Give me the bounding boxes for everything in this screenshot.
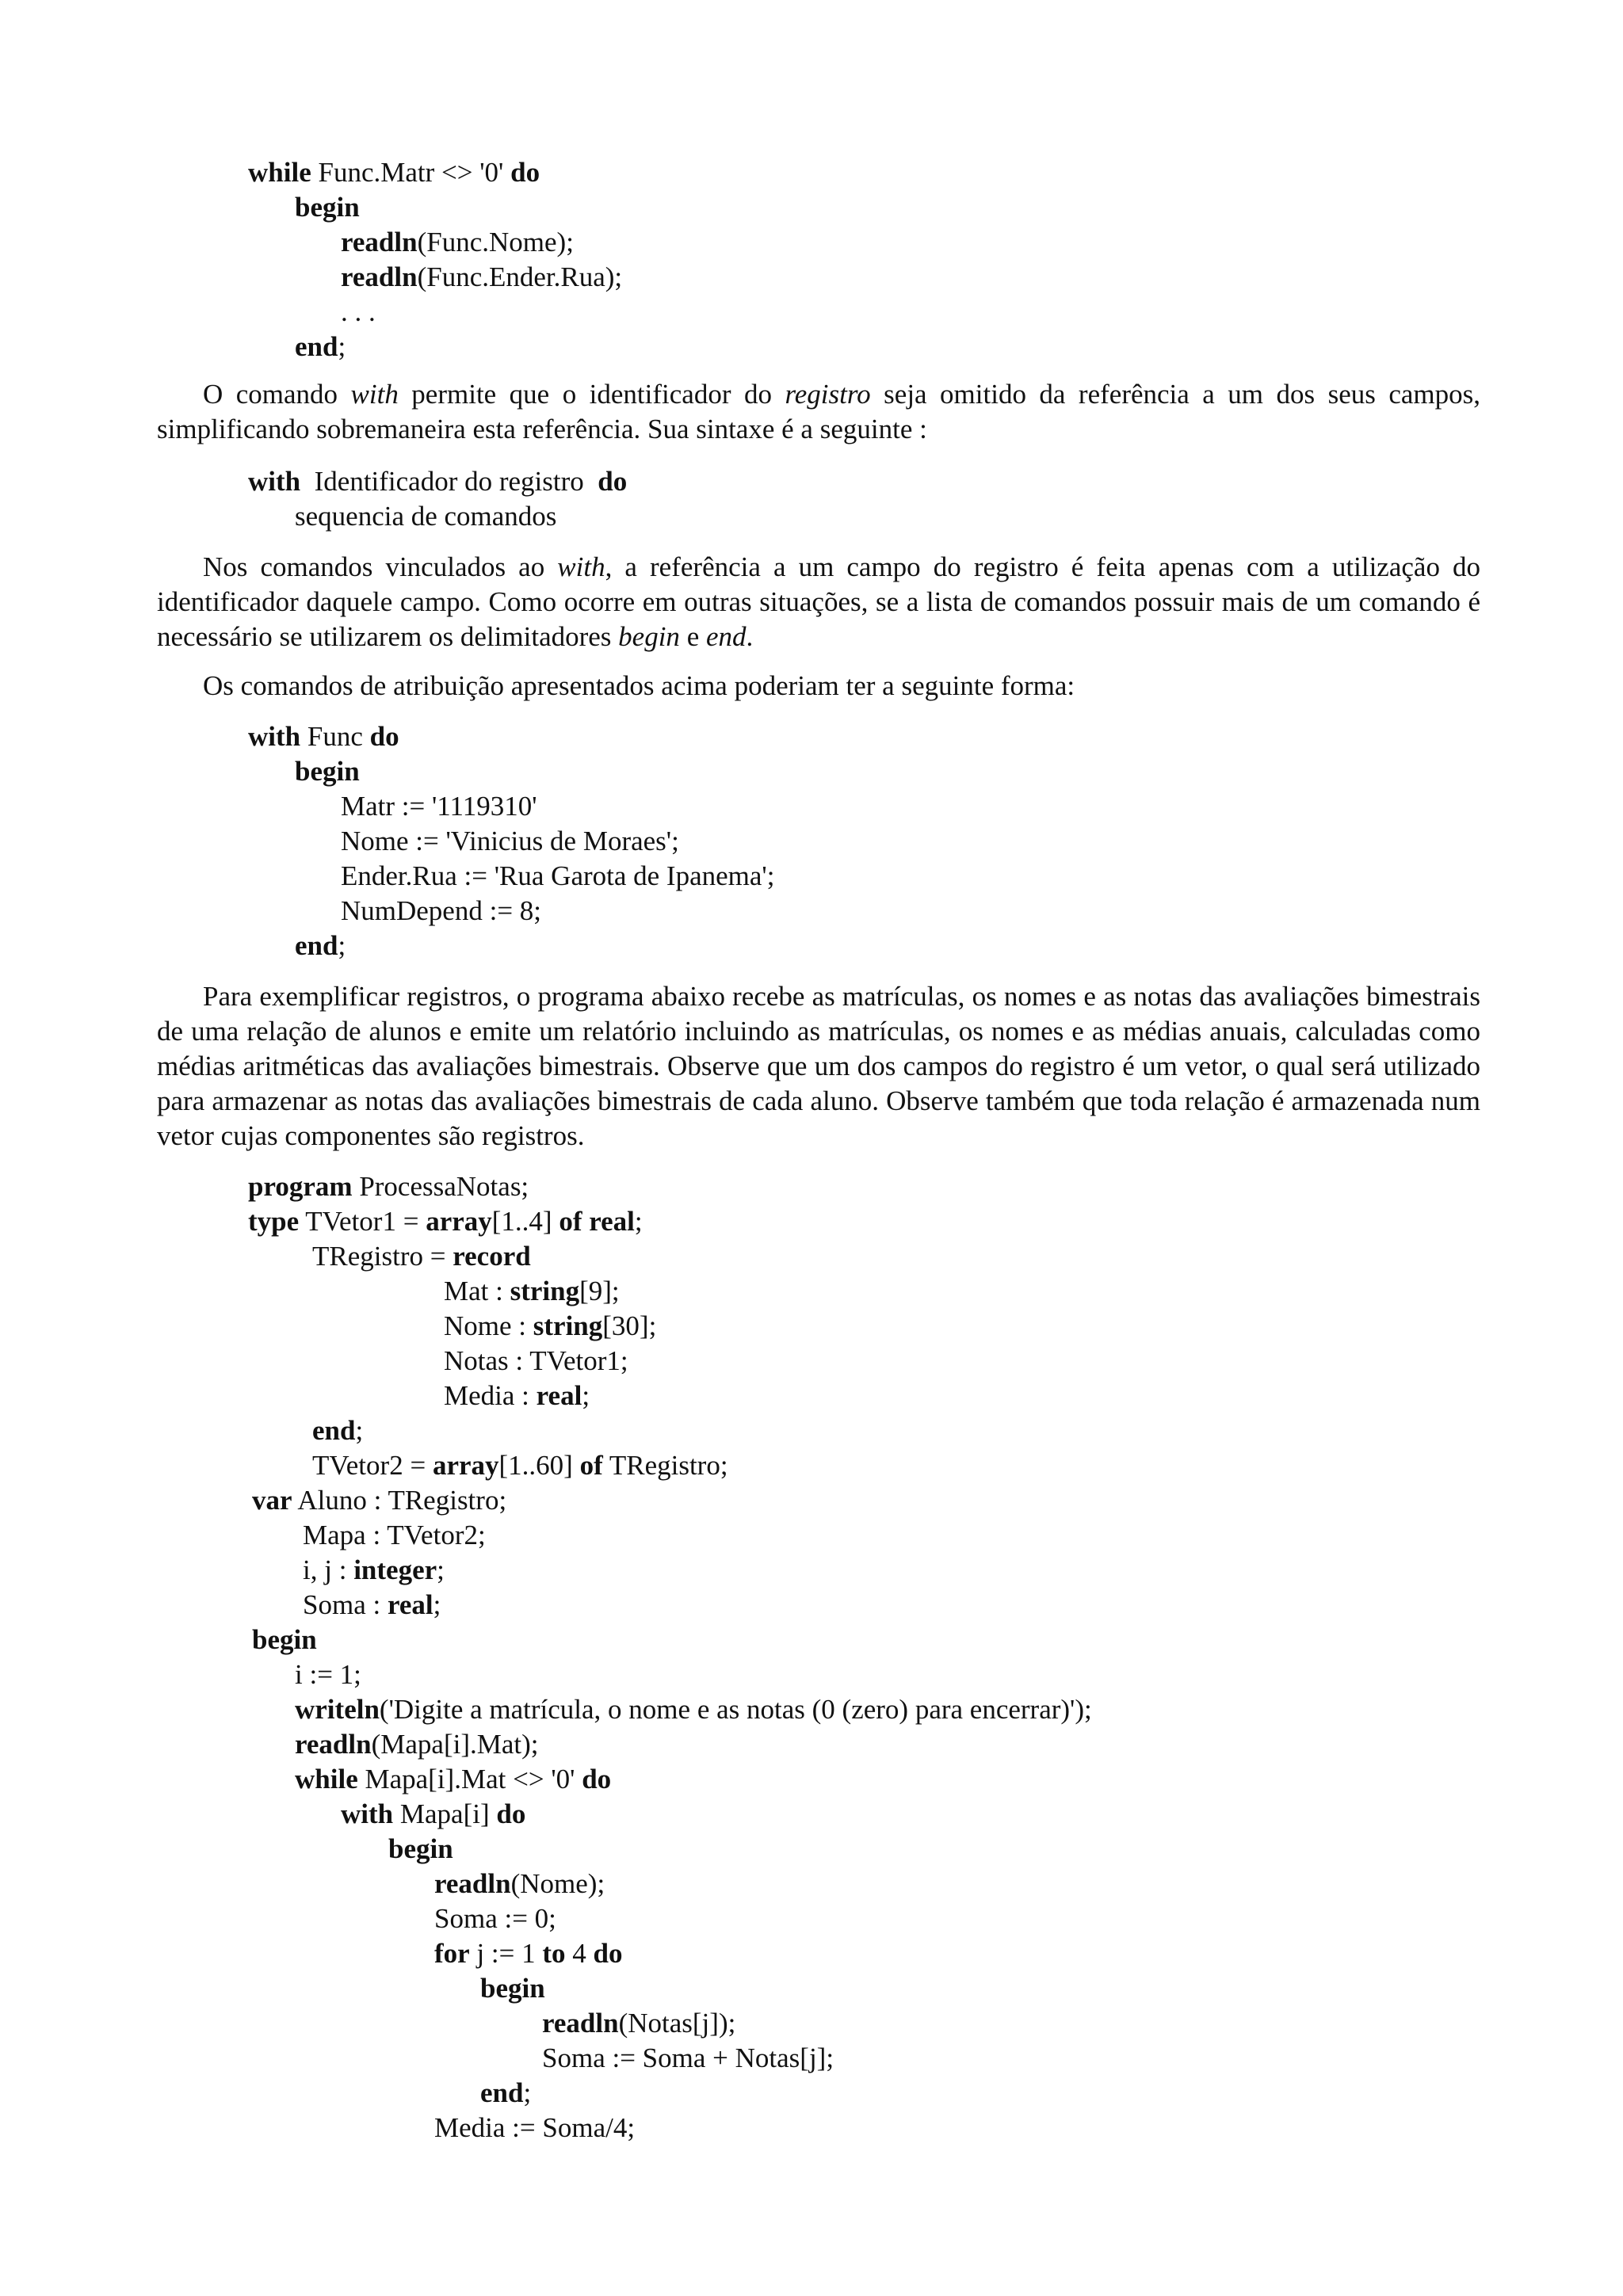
text-run: TVetor2 =	[312, 1450, 433, 1481]
text-run: j := 1	[469, 1938, 543, 1969]
code-line	[248, 1204, 643, 1239]
text-run: i, j :	[303, 1554, 354, 1585]
text-run: e	[679, 621, 706, 652]
code-line	[295, 929, 346, 963]
emphasis: registro	[785, 379, 871, 410]
text-run: ;	[523, 2077, 532, 2108]
keyword: with	[248, 466, 301, 497]
keyword: with	[341, 1798, 394, 1829]
code-line	[341, 894, 541, 929]
keyword: writeln	[295, 1694, 380, 1725]
keyword: end	[312, 1415, 356, 1446]
code-line	[295, 499, 556, 534]
code-line	[341, 225, 574, 260]
text-run: ProcessaNotas;	[352, 1171, 529, 1202]
text-run: Func.Matr <> '0'	[311, 157, 511, 188]
text-run: Mapa : TVetor2;	[303, 1520, 486, 1550]
keyword: end	[295, 331, 338, 362]
text-run: permite que o identificador do	[398, 379, 785, 410]
emphasis: end	[705, 621, 747, 652]
code-line	[341, 1797, 525, 1832]
text-run: ;	[437, 1554, 445, 1585]
text-run: .	[746, 621, 754, 652]
keyword: readln	[542, 2008, 619, 2039]
keyword: program	[248, 1171, 353, 1202]
code-line	[252, 1623, 317, 1657]
code-line	[434, 1936, 623, 1971]
keyword: begin	[252, 1624, 317, 1655]
text-run: Mapa[i].Mat <> '0'	[357, 1764, 582, 1794]
code-line	[295, 330, 346, 364]
text-run: NumDepend := 8;	[341, 895, 542, 926]
keyword: array	[426, 1206, 492, 1237]
text-run: (Mapa[i].Mat);	[371, 1729, 539, 1760]
text-run: (Notas[j]);	[618, 2008, 736, 2039]
keyword: do	[369, 721, 399, 752]
code-line	[341, 260, 622, 295]
text-run: Identificador do registro	[300, 466, 598, 497]
keyword: do	[496, 1798, 526, 1829]
text-run: Nos comandos vinculados ao	[203, 551, 558, 582]
code-line	[248, 464, 627, 499]
code-line	[434, 2111, 635, 2145]
code-line	[388, 1832, 453, 1867]
text-run: ;	[338, 331, 346, 362]
text-run: O comando	[203, 379, 351, 410]
text-run: Mat :	[444, 1276, 510, 1306]
text-run: (Nome);	[510, 1868, 605, 1899]
keyword: to	[542, 1938, 566, 1969]
keyword: string	[533, 1310, 603, 1341]
text-run: sequencia de comandos	[295, 501, 557, 532]
text-run: Ender.Rua := 'Rua Garota de Ipanema';	[341, 860, 775, 891]
code-line	[295, 754, 360, 789]
text-run: Os comandos de atribuição apresentados acima poderiam ter a seguinte forma:	[203, 670, 1075, 701]
keyword: var	[252, 1485, 292, 1516]
code-line	[542, 2041, 834, 2076]
text-run: Media := Soma/4;	[434, 2112, 636, 2143]
text-run: [1..4]	[491, 1206, 559, 1237]
text-run: ;	[582, 1380, 590, 1411]
code-line	[248, 719, 399, 754]
code-line	[312, 1448, 728, 1483]
text-run: (Func.Nome);	[417, 227, 574, 257]
text-run: TVetor1 =	[299, 1206, 426, 1237]
text-run: Soma :	[303, 1589, 388, 1620]
keyword: array	[432, 1450, 499, 1481]
keyword: string	[510, 1276, 580, 1306]
text-run: Notas : TVetor1;	[444, 1345, 628, 1376]
keyword: readln	[434, 1868, 511, 1899]
code-line	[295, 190, 360, 225]
keyword: begin	[480, 1973, 545, 2004]
keyword: for	[434, 1938, 470, 1969]
paragraph-assignment-intro	[157, 669, 1480, 704]
keyword: end	[295, 930, 338, 961]
text-run: Aluno : TRegistro;	[292, 1485, 507, 1516]
keyword: while	[248, 157, 311, 188]
paragraph-program-description	[157, 979, 1480, 1154]
code-line	[295, 1727, 538, 1762]
code-line	[303, 1518, 486, 1553]
code-line	[480, 1971, 545, 2006]
text-run: ;	[338, 930, 346, 961]
code-line	[444, 1274, 620, 1309]
code-line	[444, 1379, 590, 1413]
keyword: real	[536, 1380, 582, 1411]
code-line	[444, 1309, 656, 1344]
keyword: begin	[388, 1833, 453, 1864]
text-run	[582, 1206, 590, 1237]
text-run: ;	[634, 1206, 643, 1237]
keyword: of	[559, 1206, 582, 1237]
paragraph-with-intro	[157, 377, 1480, 447]
code-line	[312, 1413, 363, 1448]
text-run: . . .	[341, 296, 376, 327]
keyword: do	[582, 1764, 612, 1794]
text-run: Mapa[i]	[393, 1798, 497, 1829]
text-run: Func	[300, 721, 370, 752]
text-run: Soma := 0;	[434, 1903, 556, 1934]
code-line	[303, 1588, 441, 1623]
keyword: readln	[295, 1729, 372, 1760]
code-line	[444, 1344, 628, 1379]
code-line	[252, 1483, 506, 1518]
keyword: readln	[341, 227, 418, 257]
text-run: Soma := Soma + Notas[j];	[542, 2042, 834, 2073]
text-run: [1..60]	[498, 1450, 580, 1481]
keyword: record	[453, 1241, 531, 1272]
keyword: while	[295, 1764, 358, 1794]
keyword: real	[387, 1589, 433, 1620]
text-run: Media :	[444, 1380, 537, 1411]
text-run: [9];	[579, 1276, 620, 1306]
text-run: seja omitido da referência a um dos seus campos, simplificando sobremaneira esta referência. Sua sintaxe é a seguinte :	[157, 379, 1481, 444]
text-run: TRegistro;	[602, 1450, 728, 1481]
text-run: i := 1;	[295, 1659, 361, 1690]
keyword: do	[593, 1938, 623, 1969]
code-line	[341, 295, 376, 330]
text-run: Nome := 'Vinicius de Moraes';	[341, 826, 679, 856]
text-run: Nome :	[444, 1310, 533, 1341]
code-line	[295, 1762, 611, 1797]
keyword: end	[480, 2077, 524, 2108]
code-line	[542, 2006, 735, 2041]
code-line	[303, 1553, 445, 1588]
code-line	[295, 1692, 1092, 1727]
code-line	[341, 859, 774, 894]
code-line	[295, 1657, 361, 1692]
text-run: TRegistro =	[312, 1241, 453, 1272]
keyword: begin	[295, 756, 360, 787]
code-line	[248, 155, 540, 190]
code-line	[480, 2076, 531, 2111]
text-run: [30];	[602, 1310, 657, 1341]
text-run: (Func.Ender.Rua);	[417, 261, 623, 292]
keyword: of	[579, 1450, 603, 1481]
code-line	[434, 1867, 605, 1901]
code-line	[312, 1239, 531, 1274]
keyword: readln	[341, 261, 418, 292]
text-run: , a referência a um campo do registro é feita apenas com a utilização do identificador daquele campo. Como ocorre em outras situações, se a lista de comandos possuir mais de um comando é necessário se utilizarem os delimitadores	[157, 551, 1481, 652]
keyword: real	[589, 1206, 635, 1237]
emphasis: with	[557, 551, 605, 582]
text-run: 4	[565, 1938, 594, 1969]
emphasis: with	[350, 379, 399, 410]
text-run: ;	[433, 1589, 441, 1620]
text-run: ;	[355, 1415, 364, 1446]
text-run: ('Digite a matrícula, o nome e as notas (0 (zero) para encerrar)');	[379, 1694, 1092, 1725]
text-run: Para exemplificar registros, o programa abaixo recebe as matrículas, os nomes e as notas das avaliações bimestrais de uma relação de alunos e emite um relatório incluindo as matrículas, os nomes e as médias anuais, calculadas como médias aritméticas das avaliações bimestrais. Observe que um dos campos do registro é um vetor, o qual será utilizado para armazenar as notas das avaliações bimestrais de cada aluno. Observe também que toda relação é armazenada num vetor cujas componentes são registros.	[157, 981, 1480, 1151]
paragraph-with-fields	[157, 550, 1480, 654]
code-line	[341, 824, 679, 859]
text-run: Matr := '1119310'	[341, 791, 537, 822]
keyword: do	[598, 466, 628, 497]
keyword: integer	[353, 1554, 437, 1585]
code-line	[434, 1901, 556, 1936]
code-line	[341, 789, 537, 824]
keyword: begin	[295, 192, 360, 223]
emphasis: begin	[618, 621, 680, 652]
code-line	[248, 1169, 529, 1204]
keyword: do	[510, 157, 540, 188]
keyword: type	[248, 1206, 300, 1237]
keyword: with	[248, 721, 301, 752]
